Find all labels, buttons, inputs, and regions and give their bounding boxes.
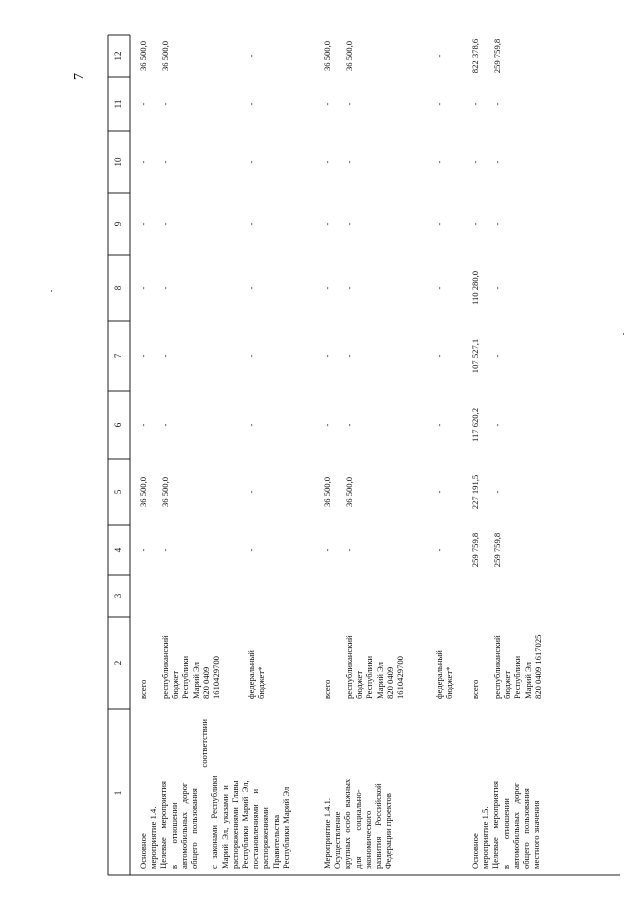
- measure-name-line: автомобильных дорог: [510, 782, 521, 869]
- value-cell: -: [344, 548, 354, 552]
- measure-name-line: в отношении: [500, 798, 511, 869]
- scan-speck: [623, 333, 624, 335]
- value-cell: -: [138, 354, 148, 358]
- column-header: 5: [113, 489, 123, 495]
- measure-name-line: Осуществление: [332, 811, 343, 869]
- value-cell: -: [470, 102, 480, 106]
- funding-source: всего: [470, 679, 480, 699]
- value-cell: -: [492, 160, 502, 164]
- value-cell: -: [246, 490, 256, 494]
- measure-name-line: развития Российской: [373, 783, 384, 869]
- value-cell: 36 500,0: [160, 40, 170, 72]
- value-cell: 36 500,0: [160, 476, 170, 508]
- value-cell: -: [434, 102, 444, 106]
- value-cell: 36 500,0: [322, 40, 332, 72]
- value-cell: 36 500,0: [322, 476, 332, 508]
- value-cell: 117 620,2: [470, 407, 480, 443]
- measure-name: [138, 719, 291, 869]
- value-cell: -: [160, 222, 170, 226]
- value-cell: -: [246, 423, 256, 427]
- value-cell: -: [160, 354, 170, 358]
- value-cell: -: [344, 286, 354, 290]
- column-header: 9: [113, 221, 123, 227]
- value-cell: -: [246, 354, 256, 358]
- value-cell: -: [434, 222, 444, 226]
- value-cell: -: [492, 354, 502, 358]
- measure-name-line: общего пользования: [521, 788, 532, 869]
- value-cell: -: [470, 160, 480, 164]
- value-cell: -: [138, 102, 148, 106]
- column-header: 11: [113, 99, 123, 109]
- scan-speck: [51, 290, 52, 292]
- value-cell: -: [322, 423, 332, 427]
- measure-name-line: экономического: [362, 810, 373, 869]
- value-cell: -: [246, 548, 256, 552]
- value-cell: 227 191,5: [470, 474, 480, 510]
- value-cell: -: [434, 160, 444, 164]
- value-cell: -: [344, 222, 354, 226]
- measure-name-line: Республики Марий Эл: [280, 786, 291, 869]
- value-cell: -: [492, 286, 502, 290]
- value-cell: -: [434, 54, 444, 58]
- measure-name-line: Республики Марий Эл,: [240, 780, 251, 869]
- column-header: 4: [113, 547, 123, 553]
- value-cell: 259 759,8: [470, 532, 480, 568]
- value-cell: 36 500,0: [344, 40, 354, 72]
- funding-source: республиканский бюджет Республики Марий Эл 820 0409 1610429700: [344, 635, 406, 699]
- column-header: 6: [113, 422, 123, 428]
- value-cell: -: [160, 548, 170, 552]
- value-cell: -: [246, 54, 256, 58]
- funding-source: республиканский бюджет Республики Марий Эл 820 0409 1610429700: [160, 635, 222, 699]
- value-cell: -: [492, 490, 502, 494]
- measure-name-line: соответствии: [199, 719, 210, 768]
- value-cell: -: [160, 286, 170, 290]
- value-cell: -: [470, 222, 480, 226]
- funding-source: всего: [322, 679, 332, 699]
- value-cell: -: [434, 354, 444, 358]
- column-header: 8: [113, 285, 123, 291]
- column-header: 7: [113, 353, 123, 359]
- measure-name-line: мероприятие 1.4.: [148, 806, 159, 869]
- value-cell: -: [246, 286, 256, 290]
- measure-name-line: постановлениями и: [250, 788, 261, 869]
- measure-name-line: крупных особо важных: [342, 778, 353, 869]
- value-cell: -: [138, 286, 148, 290]
- value-cell: 259 759,8: [492, 38, 502, 74]
- column-header: 10: [113, 157, 123, 167]
- value-cell: -: [138, 222, 148, 226]
- column-header: 1: [113, 790, 123, 796]
- value-cell: -: [322, 160, 332, 164]
- value-cell: -: [246, 102, 256, 106]
- measure-name-line: местного значения: [531, 800, 542, 869]
- value-cell: -: [492, 222, 502, 226]
- measure-name-line: распоряжениями Главы: [229, 780, 240, 869]
- value-cell: -: [434, 548, 444, 552]
- measure-name-line: Мероприятие 1.4.1.: [322, 797, 332, 869]
- value-cell: -: [138, 548, 148, 552]
- measure-name-line: Марий Эл, указами и: [219, 785, 230, 869]
- value-cell: 36 500,0: [138, 476, 148, 508]
- value-cell: -: [344, 423, 354, 427]
- value-cell: 36 500,0: [138, 40, 148, 72]
- measure-name-line: для социально-: [352, 789, 363, 869]
- measure-name-line: мероприятие 1.5.: [480, 806, 491, 869]
- value-cell: -: [434, 286, 444, 290]
- value-cell: -: [322, 222, 332, 226]
- value-cell: -: [138, 423, 148, 427]
- value-cell: -: [160, 160, 170, 164]
- measure-name-line: распоряжениями: [260, 807, 271, 869]
- value-cell: -: [322, 354, 332, 358]
- measure-name-line: Федерации проектов: [383, 793, 394, 869]
- measure-name-line: в отношении: [168, 802, 179, 869]
- value-cell: -: [322, 102, 332, 106]
- value-cell: 36 500,0: [344, 476, 354, 508]
- value-cell: -: [160, 102, 170, 106]
- value-cell: -: [344, 160, 354, 164]
- page-number: 7: [72, 73, 87, 80]
- value-cell: -: [138, 160, 148, 164]
- funding-source: федеральный бюджет*: [434, 650, 455, 699]
- value-cell: 259 759,8: [492, 532, 502, 568]
- column-header: 3: [113, 593, 123, 599]
- value-cell: -: [434, 423, 444, 427]
- funding-source: всего: [138, 679, 148, 699]
- value-cell: 107 527,1: [470, 338, 480, 374]
- value-cell: 110 280,0: [470, 270, 480, 306]
- value-cell: -: [492, 102, 502, 106]
- measure-name-line: с законами Республики: [209, 775, 220, 869]
- value-cell: -: [344, 354, 354, 358]
- measure-name: [322, 719, 393, 869]
- value-cell: -: [492, 423, 502, 427]
- measure-name-line: автомобильных дорог: [178, 782, 189, 869]
- measure-name-line: Целевые мероприятия: [158, 781, 169, 869]
- column-header: 2: [113, 660, 123, 666]
- value-cell: -: [160, 423, 170, 427]
- value-cell: -: [322, 286, 332, 290]
- measure-name-line: Правительства: [270, 814, 281, 869]
- value-cell: -: [322, 548, 332, 552]
- measure-name: [470, 719, 541, 869]
- funding-source: федеральный бюджет*: [246, 650, 267, 699]
- measure-name-line: Основное: [138, 833, 148, 869]
- value-cell: -: [246, 222, 256, 226]
- measure-name-line: общего пользования: [189, 788, 200, 869]
- measure-name-line: Целевые мероприятия: [490, 781, 501, 869]
- value-cell: 822 378,6: [470, 38, 480, 74]
- funding-source: республиканский бюджет Республики Марий Эл 820 0409 1617025: [492, 634, 543, 699]
- value-cell: -: [344, 102, 354, 106]
- measure-name-line: Основное: [470, 833, 480, 869]
- value-cell: -: [246, 160, 256, 164]
- column-header: 12: [113, 51, 123, 61]
- value-cell: -: [434, 490, 444, 494]
